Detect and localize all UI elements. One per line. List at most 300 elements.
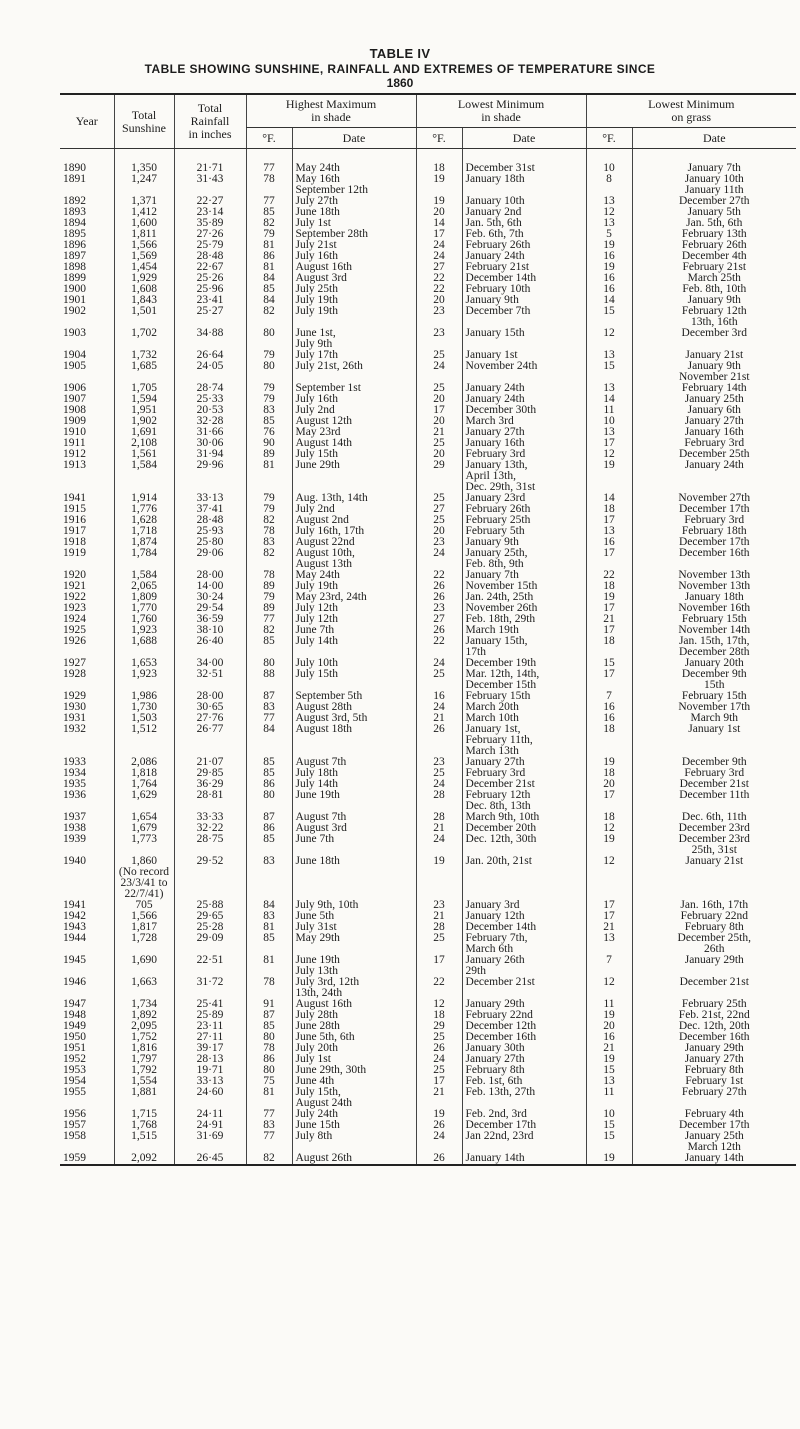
cell-grass-date: March 9th (632, 713, 796, 724)
cell-max-temp: 79 (246, 394, 292, 405)
cell-max-temp: 77 (246, 1131, 292, 1153)
cell-grass-date: Dec. 6th, 11th (632, 812, 796, 823)
table-row (60, 1109, 796, 1120)
cell-min-temp: 17 (416, 1076, 462, 1087)
cell-max-temp: 81 (246, 262, 292, 273)
cell-min-date: Feb. 18th, 29th (462, 614, 586, 625)
cell-min-date: January 7th (462, 570, 586, 581)
cell-max-date: August 18th (292, 724, 416, 757)
cell-grass-temp: 17 (586, 900, 632, 911)
table-row (60, 163, 796, 174)
cell-min-temp: 27 (416, 262, 462, 273)
cell-max-temp: 85 (246, 207, 292, 218)
cell-rainfall: 14·00 (174, 581, 246, 592)
cell-max-temp: 78 (246, 526, 292, 537)
cell-max-temp: 89 (246, 581, 292, 592)
cell-max-temp: 82 (246, 548, 292, 570)
header-year: Year (60, 94, 114, 149)
cell-grass-temp: 11 (586, 999, 632, 1010)
table-row (60, 262, 796, 273)
cell-min-temp: 20 (416, 394, 462, 405)
cell-max-temp: 82 (246, 218, 292, 229)
cell-sunshine: 1,512 (114, 724, 174, 757)
cell-min-temp: 24 (416, 1054, 462, 1065)
cell-max-date: July 21st (292, 240, 416, 251)
table-row (60, 240, 796, 251)
cell-min-date: January 15th, 17th (462, 636, 586, 658)
cell-grass-temp: 16 (586, 702, 632, 713)
cell-sunshine: 1,951 (114, 405, 174, 416)
cell-min-temp: 16 (416, 691, 462, 702)
cell-min-date: Jan. 24th, 25th (462, 592, 586, 603)
cell-min-temp: 22 (416, 273, 462, 284)
cell-min-temp: 29 (416, 1021, 462, 1032)
cell-year: 1894 (63, 218, 86, 229)
cell-year: 1954 (63, 1076, 86, 1087)
cell-rainfall: 24·05 (174, 361, 246, 383)
cell-sunshine: 1,715 (114, 1109, 174, 1120)
cell-rainfall: 34·88 (174, 328, 246, 350)
cell-max-date: June 5th (292, 911, 416, 922)
cell-max-date: September 5th (292, 691, 416, 702)
cell-grass-date: November 17th (632, 702, 796, 713)
cell-grass-date: February 1st (632, 1076, 796, 1087)
cell-min-temp: 23 (416, 603, 462, 614)
cell-sunshine: 1,874 (114, 537, 174, 548)
cell-min-temp: 21 (416, 713, 462, 724)
cell-max-date: August 22nd (292, 537, 416, 548)
cell-sunshine: 1,914 (114, 493, 174, 504)
cell-year: 1950 (63, 1032, 86, 1043)
cell-sunshine: 2,108 (114, 438, 174, 449)
cell-min-date: December 16th (462, 1032, 586, 1043)
cell-rainfall: 37·41 (174, 504, 246, 515)
table-title: TABLE SHOWING SUNSHINE, RAINFALL AND EXTREMES OF TEMPERATURE SINCE (144, 62, 656, 76)
cell-grass-date: January 9th November 21st (632, 361, 796, 383)
cell-max-temp: 80 (246, 361, 292, 383)
cell-max-temp: 81 (246, 922, 292, 933)
cell-grass-temp: 20 (586, 779, 632, 790)
cell-rainfall: 25·79 (174, 240, 246, 251)
cell-max-date: August 10th, August 13th (292, 548, 416, 570)
cell-grass-temp: 19 (586, 1010, 632, 1021)
cell-max-temp: 78 (246, 1043, 292, 1054)
table-row (60, 504, 796, 515)
cell-min-date: February 5th (462, 526, 586, 537)
cell-max-date: June 19th July 13th (292, 955, 416, 977)
cell-max-temp: 79 (246, 229, 292, 240)
table-row (60, 1043, 796, 1054)
cell-min-temp: 20 (416, 526, 462, 537)
cell-max-temp: 80 (246, 790, 292, 812)
cell-max-date: September 1st (292, 383, 416, 394)
cell-min-temp: 19 (416, 196, 462, 207)
cell-year: 1918 (63, 537, 86, 548)
cell-year: 1935 (63, 779, 86, 790)
cell-year: 1910 (63, 427, 86, 438)
cell-rainfall: 24·60 (174, 1087, 246, 1109)
cell-max-date: August 28th (292, 702, 416, 713)
cell-min-temp: 19 (416, 856, 462, 900)
cell-rainfall: 33·13 (174, 1076, 246, 1087)
cell-max-temp: 87 (246, 812, 292, 823)
cell-min-temp: 25 (416, 669, 462, 691)
cell-sunshine: 1,881 (114, 1087, 174, 1109)
cell-max-date: June 7th (292, 625, 416, 636)
cell-max-date: June 18th (292, 207, 416, 218)
cell-min-date: January 24th (462, 394, 586, 405)
cell-year: 1905 (63, 361, 86, 372)
header-deg: °F. (586, 128, 632, 149)
cell-max-date: August 2nd (292, 515, 416, 526)
cell-grass-temp: 15 (586, 1120, 632, 1131)
cell-sunshine: 1,628 (114, 515, 174, 526)
cell-rainfall: 32·28 (174, 416, 246, 427)
cell-max-date: July 9th, 10th (292, 900, 416, 911)
cell-max-date: September 28th (292, 229, 416, 240)
cell-rainfall: 28·00 (174, 691, 246, 702)
cell-max-temp: 80 (246, 658, 292, 669)
table-row (60, 394, 796, 405)
cell-max-date: July 20th (292, 1043, 416, 1054)
cell-grass-date: December 16th (632, 548, 796, 570)
cell-sunshine: 1,685 (114, 361, 174, 383)
cell-min-date: Jan. 20th, 21st (462, 856, 586, 900)
cell-max-temp: 82 (246, 1153, 292, 1165)
cell-max-temp: 83 (246, 405, 292, 416)
cell-year: 1902 (63, 306, 86, 317)
cell-rainfall: 24·91 (174, 1120, 246, 1131)
cell-rainfall: 28·13 (174, 1054, 246, 1065)
cell-min-date: January 9th (462, 537, 586, 548)
cell-max-date: July 19th (292, 306, 416, 328)
cell-max-date: July 14th (292, 636, 416, 658)
cell-grass-date: December 16th (632, 1032, 796, 1043)
cell-sunshine: 1,371 (114, 196, 174, 207)
cell-year: 1932 (63, 724, 86, 735)
cell-max-temp: 83 (246, 1120, 292, 1131)
cell-grass-date: January 29th (632, 1043, 796, 1054)
cell-year: 1949 (63, 1021, 86, 1032)
cell-min-date: January 1st, February 11th, March 13th (462, 724, 586, 757)
cell-max-date: July 3rd, 12th 13th, 24th (292, 977, 416, 999)
cell-grass-date: February 8th (632, 922, 796, 933)
cell-year: 1948 (63, 1010, 86, 1021)
cell-min-temp: 26 (416, 581, 462, 592)
cell-rainfall: 25·93 (174, 526, 246, 537)
cell-max-date: August 12th (292, 416, 416, 427)
header-date: Date (632, 128, 796, 149)
table-row (60, 724, 796, 757)
cell-min-date: December 31st (462, 163, 586, 174)
cell-rainfall: 29·54 (174, 603, 246, 614)
table-row (60, 207, 796, 218)
cell-grass-temp: 17 (586, 790, 632, 812)
cell-sunshine: 1,818 (114, 768, 174, 779)
cell-year: 1927 (63, 658, 86, 669)
cell-year: 1900 (63, 284, 86, 295)
cell-year: 1898 (63, 262, 86, 273)
cell-grass-date: Jan. 16th, 17th (632, 900, 796, 911)
cell-min-date: December 30th (462, 405, 586, 416)
cell-max-date: July 18th (292, 768, 416, 779)
cell-sunshine: 1,247 (114, 174, 174, 196)
cell-max-date: August 3rd (292, 823, 416, 834)
cell-max-temp: 88 (246, 669, 292, 691)
cell-grass-temp: 13 (586, 218, 632, 229)
cell-grass-temp: 15 (586, 361, 632, 383)
cell-year: 1953 (63, 1065, 86, 1076)
cell-min-date: January 27th (462, 1054, 586, 1065)
cell-rainfall: 25·96 (174, 284, 246, 295)
cell-grass-temp: 17 (586, 603, 632, 614)
cell-max-date: May 29th (292, 933, 416, 955)
cell-grass-date: January 10th January 11th (632, 174, 796, 196)
cell-grass-date: Feb. 8th, 10th (632, 284, 796, 295)
cell-sunshine: 1,732 (114, 350, 174, 361)
cell-year: 1903 (63, 328, 86, 339)
cell-grass-date: February 3rd (632, 515, 796, 526)
cell-grass-date: December 21st (632, 977, 796, 999)
cell-max-date: July 16th (292, 394, 416, 405)
cell-year: 1955 (63, 1087, 86, 1098)
cell-sunshine: 1,760 (114, 614, 174, 625)
cell-grass-date: January 25th (632, 394, 796, 405)
cell-min-date: February 26th (462, 504, 586, 515)
cell-grass-date: February 26th (632, 240, 796, 251)
cell-min-temp: 19 (416, 174, 462, 196)
cell-rainfall: 31·72 (174, 977, 246, 999)
cell-sunshine: 1,629 (114, 790, 174, 812)
cell-grass-temp: 21 (586, 922, 632, 933)
cell-grass-date: March 25th (632, 273, 796, 284)
cell-max-temp: 80 (246, 328, 292, 350)
cell-grass-temp: 18 (586, 812, 632, 823)
table-row (60, 603, 796, 614)
cell-grass-date: November 13th (632, 581, 796, 592)
cell-max-temp: 76 (246, 427, 292, 438)
table-row (60, 416, 796, 427)
cell-year: 1937 (63, 812, 86, 823)
cell-min-date: January 23rd (462, 493, 586, 504)
cell-min-date: November 15th (462, 581, 586, 592)
header-date: Date (292, 128, 416, 149)
cell-grass-temp: 19 (586, 834, 632, 856)
cell-grass-date: November 27th (632, 493, 796, 504)
cell-rainfall: 26·64 (174, 350, 246, 361)
cell-min-date: January 27th (462, 427, 586, 438)
cell-rainfall: 28·81 (174, 790, 246, 812)
table-row (60, 581, 796, 592)
cell-year: 1929 (63, 691, 86, 702)
cell-max-temp: 85 (246, 834, 292, 856)
cell-min-date: December 14th (462, 273, 586, 284)
cell-min-date: January 24th (462, 251, 586, 262)
cell-max-date: June 28th (292, 1021, 416, 1032)
cell-min-date: February 15th (462, 691, 586, 702)
cell-sunshine: 1,811 (114, 229, 174, 240)
cell-rainfall: 32·22 (174, 823, 246, 834)
cell-max-temp: 81 (246, 1087, 292, 1109)
cell-grass-date: Feb. 21st, 22nd (632, 1010, 796, 1021)
cell-max-temp: 83 (246, 702, 292, 713)
table-row (60, 922, 796, 933)
cell-max-temp: 84 (246, 273, 292, 284)
cell-grass-date: February 13th (632, 229, 796, 240)
cell-rainfall: 22·27 (174, 196, 246, 207)
cell-grass-temp: 13 (586, 933, 632, 955)
cell-sunshine: 1,690 (114, 955, 174, 977)
table-row (60, 790, 796, 812)
cell-grass-temp: 19 (586, 460, 632, 493)
cell-min-date: December 20th (462, 823, 586, 834)
cell-sunshine: 1,986 (114, 691, 174, 702)
cell-min-date: February 3rd (462, 768, 586, 779)
cell-min-date: January 24th (462, 383, 586, 394)
cell-min-temp: 17 (416, 405, 462, 416)
cell-grass-date: January 6th (632, 405, 796, 416)
cell-grass-temp: 17 (586, 548, 632, 570)
cell-max-temp: 80 (246, 1065, 292, 1076)
cell-max-date: July 16th (292, 251, 416, 262)
cell-min-temp: 22 (416, 977, 462, 999)
cell-grass-temp: 16 (586, 273, 632, 284)
cell-min-date: Feb. 6th, 7th (462, 229, 586, 240)
cell-grass-date: January 21st (632, 350, 796, 361)
cell-max-date: August 26th (292, 1153, 416, 1165)
cell-sunshine: 1,705 (114, 383, 174, 394)
table-row (60, 1131, 796, 1153)
cell-sunshine: 1,817 (114, 922, 174, 933)
cell-grass-temp: 15 (586, 1065, 632, 1076)
cell-max-date: June 5th, 6th (292, 1032, 416, 1043)
cell-grass-date: December 25th, 26th (632, 933, 796, 955)
cell-min-date: Feb. 13th, 27th (462, 1087, 586, 1109)
header-min-grass: Lowest Minimum on grass (586, 94, 796, 128)
cell-grass-date: December 11th (632, 790, 796, 812)
cell-grass-temp: 12 (586, 328, 632, 350)
cell-min-temp: 20 (416, 449, 462, 460)
cell-min-date: January 2nd (462, 207, 586, 218)
table-title-year: 1860 (386, 76, 414, 90)
table-row (60, 856, 796, 900)
cell-min-date: January 10th (462, 196, 586, 207)
cell-sunshine: 1,412 (114, 207, 174, 218)
table-row (60, 548, 796, 570)
cell-sunshine: 1,892 (114, 1010, 174, 1021)
cell-rainfall: 23·14 (174, 207, 246, 218)
cell-grass-temp: 13 (586, 1076, 632, 1087)
cell-grass-date: February 18th (632, 526, 796, 537)
cell-min-date: February 21st (462, 262, 586, 273)
cell-sunshine: 1,654 (114, 812, 174, 823)
cell-max-temp: 78 (246, 174, 292, 196)
table-row (60, 295, 796, 306)
cell-min-date: January 9th (462, 295, 586, 306)
cell-sunshine: 1,768 (114, 1120, 174, 1131)
cell-year: 1922 (63, 592, 86, 603)
cell-grass-date: Jan. 5th, 6th (632, 218, 796, 229)
cell-rainfall: 33·33 (174, 812, 246, 823)
cell-min-date: February 22nd (462, 1010, 586, 1021)
cell-min-date: January 26th 29th (462, 955, 586, 977)
cell-grass-temp: 16 (586, 251, 632, 262)
table-row (60, 537, 796, 548)
cell-min-temp: 18 (416, 1010, 462, 1021)
table-row (60, 669, 796, 691)
cell-year: 1947 (63, 999, 86, 1010)
cell-grass-date: Dec. 12th, 20th (632, 1021, 796, 1032)
cell-max-temp: 84 (246, 295, 292, 306)
cell-min-date: Mar. 12th, 14th, December 15th (462, 669, 586, 691)
cell-sunshine: 1,929 (114, 273, 174, 284)
table-row (60, 625, 796, 636)
cell-year: 1928 (63, 669, 86, 680)
cell-year: 1942 (63, 911, 86, 922)
cell-min-temp: 24 (416, 1131, 462, 1153)
cell-rainfall: 26·45 (174, 1153, 246, 1165)
cell-rainfall: 25·27 (174, 306, 246, 328)
cell-sunshine: 1,594 (114, 394, 174, 405)
cell-year: 1944 (63, 933, 86, 944)
cell-grass-date: January 20th (632, 658, 796, 669)
header-deg: °F. (416, 128, 462, 149)
cell-grass-date: December 21st (632, 779, 796, 790)
cell-rainfall: 29·52 (174, 856, 246, 900)
cell-year: 1941 (63, 493, 86, 504)
cell-min-temp: 22 (416, 636, 462, 658)
cell-max-date: June 1st, July 9th (292, 328, 416, 350)
cell-grass-temp: 21 (586, 1043, 632, 1054)
cell-min-date: January 25th, Feb. 8th, 9th (462, 548, 586, 570)
cell-max-date: July 19th (292, 295, 416, 306)
table-row (60, 328, 796, 350)
cell-year: 1899 (63, 273, 86, 284)
table-row (60, 493, 796, 504)
cell-year: 1901 (63, 295, 86, 306)
cell-sunshine: 2,065 (114, 581, 174, 592)
cell-max-date: July 28th (292, 1010, 416, 1021)
cell-min-date: January 16th (462, 438, 586, 449)
cell-rainfall: 25·28 (174, 922, 246, 933)
cell-grass-date: January 24th (632, 460, 796, 493)
cell-grass-temp: 13 (586, 196, 632, 207)
cell-year: 1946 (63, 977, 86, 988)
cell-sunshine: 1,584 (114, 460, 174, 493)
cell-min-temp: 29 (416, 460, 462, 493)
cell-year: 1951 (63, 1043, 86, 1054)
cell-min-date: January 30th (462, 1043, 586, 1054)
cell-rainfall: 31·69 (174, 1131, 246, 1153)
cell-rainfall: 30·24 (174, 592, 246, 603)
cell-grass-date: November 13th (632, 570, 796, 581)
cell-sunshine: 2,095 (114, 1021, 174, 1032)
table-row (60, 218, 796, 229)
cell-grass-temp: 18 (586, 581, 632, 592)
cell-min-date: March 9th, 10th (462, 812, 586, 823)
cell-max-date: May 16th September 12th (292, 174, 416, 196)
cell-sunshine: 1,770 (114, 603, 174, 614)
cell-min-temp: 24 (416, 702, 462, 713)
table-row (60, 1010, 796, 1021)
cell-sunshine: 1,515 (114, 1131, 174, 1153)
cell-rainfall: 26·40 (174, 636, 246, 658)
cell-sunshine: 1,600 (114, 218, 174, 229)
cell-sunshine: 2,086 (114, 757, 174, 768)
cell-rainfall: 27·11 (174, 1032, 246, 1043)
cell-max-temp: 86 (246, 251, 292, 262)
cell-grass-temp: 18 (586, 636, 632, 658)
